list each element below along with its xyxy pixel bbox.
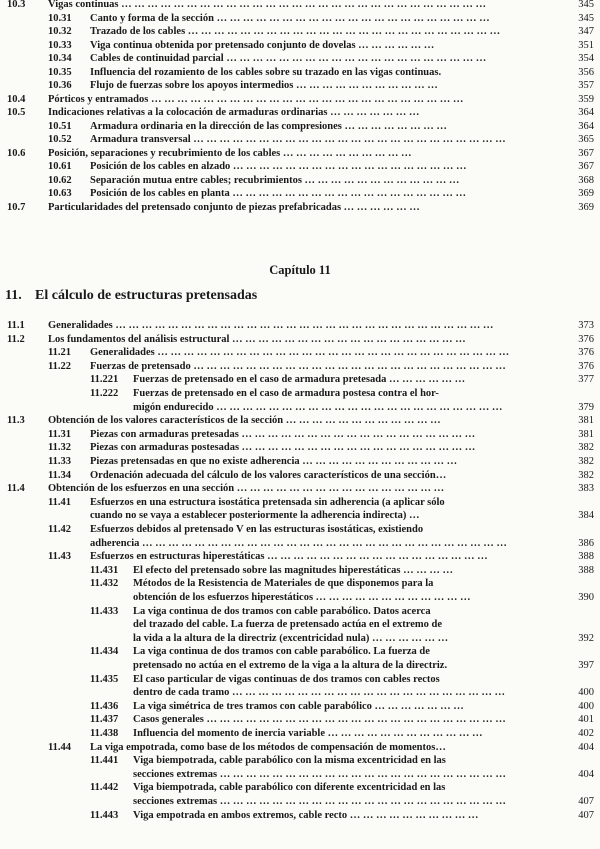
- toc-entry[interactable]: [0, 147, 600, 160]
- toc-entry[interactable]: [0, 509, 600, 522]
- toc-entry-title: migón endurecido … … … … … … … … … … … … … … … … … … … … … …: [133, 401, 503, 413]
- toc-entry-number: 11.434: [90, 646, 119, 658]
- toc-entry-title: Fuerzas de pretensado … … … … … … … … … … … … … … … … … … … … … … … …: [90, 360, 506, 372]
- toc-entry[interactable]: [0, 39, 600, 52]
- toc-entry[interactable]: [0, 713, 600, 726]
- toc-entry-page: 347: [578, 26, 594, 37]
- toc-entry-page: 351: [578, 39, 594, 51]
- toc-entry-number: 11.437: [90, 714, 119, 726]
- toc-entry-page: 382: [578, 442, 594, 454]
- toc-entry[interactable]: [0, 360, 600, 373]
- toc-entry-number: 10.52: [48, 134, 72, 145]
- toc-entry-title: El efecto del pretensado sobre las magnitudes hiperestáticas … … … …: [133, 564, 453, 576]
- toc-entry-title: Influencia del rozamiento de los cables sobre su trazado en las vigas continuas.: [90, 66, 442, 78]
- toc-entry[interactable]: [0, 441, 600, 454]
- toc-entry-number: 11.32: [48, 442, 72, 454]
- toc-entry-title: la vida a la altura de la directriz (excentricidad nula) … … … … … …: [133, 632, 449, 644]
- toc-entry[interactable]: [0, 768, 600, 781]
- toc-entry-page: 392: [578, 632, 594, 644]
- toc-entry-page: 376: [578, 347, 594, 359]
- toc-entry[interactable]: [0, 469, 600, 482]
- toc-entry[interactable]: [0, 0, 600, 11]
- toc-entry-page: 382: [578, 456, 594, 467]
- toc-entry-title: Esfuerzos debidos al pretensado V en las estructuras isostáticas, existiendo: [90, 524, 424, 535]
- toc-entry[interactable]: [0, 537, 600, 550]
- toc-entry-title: secciones extremas … … … … … … … … … … … … … … … … … … … … … …: [133, 796, 506, 807]
- toc-entry-page: 365: [578, 134, 594, 145]
- toc-entry-page: 356: [578, 66, 594, 78]
- toc-entry-number: 11.44: [48, 741, 72, 753]
- toc-entry-title: Métodos de la Resistencia de Materiales de que disponemos para la: [133, 578, 434, 590]
- toc-entry-page: 388: [578, 564, 594, 576]
- toc-entry-number: 10.35: [48, 66, 72, 78]
- toc-entry-number: 11.443: [90, 809, 119, 821]
- toc-entry-page: 345: [578, 0, 594, 10]
- toc-entry-page: 407: [578, 796, 594, 807]
- toc-entry-title: El caso particular de vigas continuas de dos tramos con cables rectos: [133, 673, 440, 685]
- toc-entry-title: Armadura ordinaria en la dirección de las compresiones … … … … … … … …: [90, 120, 447, 132]
- toc-entry[interactable]: [0, 401, 600, 414]
- toc-entry[interactable]: [0, 106, 600, 119]
- toc-entry-title: Piezas con armaduras postesadas … … … … … … … … … … … … … … … … … …: [90, 442, 476, 454]
- toc-entry[interactable]: [0, 319, 600, 332]
- toc-entry-page: 401: [578, 714, 594, 726]
- toc-entry[interactable]: [0, 174, 600, 187]
- toc-entry-page: 354: [578, 53, 594, 64]
- toc-entry-title: Particularidades del pretensado conjunto de piezas prefabricadas … … … … … …: [48, 201, 420, 213]
- toc-entry[interactable]: [0, 795, 600, 808]
- toc-entry[interactable]: [0, 346, 600, 359]
- toc-entry-page: 397: [578, 660, 594, 671]
- toc-entry-page: 390: [578, 592, 594, 603]
- toc-entry[interactable]: [0, 79, 600, 92]
- toc-entry-page: 379: [578, 401, 594, 413]
- toc-entry[interactable]: [0, 577, 600, 590]
- toc-entry[interactable]: [0, 133, 600, 146]
- toc-entry[interactable]: [0, 12, 600, 25]
- toc-entry-number: 11.222: [90, 388, 119, 399]
- toc-entry-number: 11.21: [48, 347, 72, 359]
- toc-entry-title: Fuerzas de pretensado en el caso de armadura postesa contra el hor-: [133, 388, 439, 399]
- toc-entry-page: 402: [578, 728, 594, 739]
- toc-entry[interactable]: [0, 496, 600, 509]
- toc-entry-title: Generalidades … … … … … … … … … … … … … … … … … … … … … … … … … … … … …: [48, 320, 494, 331]
- chapter-title-text: El cálculo de estructuras pretensadas: [35, 288, 258, 303]
- toc-entry-number: 11.4: [7, 483, 25, 495]
- toc-entry-number: 11.1: [7, 320, 25, 331]
- toc-entry[interactable]: [0, 428, 600, 441]
- toc-entry-title: Viga empotrada en ambos extremos, cable recto … … … … … … … … … …: [133, 809, 479, 821]
- toc-entry-title: La viga continua de dos tramos con cable parabólico. La fuerza de: [133, 646, 430, 658]
- toc-entry-title: Posición de los cables en planta … … … … … … … … … … … … … … … … … …: [90, 188, 466, 199]
- toc-entry[interactable]: [0, 120, 600, 133]
- toc-entry-title: Generalidades … … … … … … … … … … … … … … … … … … … … … … … … … … …: [90, 347, 510, 359]
- toc-entry-number: 11.438: [90, 728, 119, 739]
- toc-entry-number: 11.436: [90, 700, 119, 712]
- chapter-number: 11.: [5, 288, 22, 303]
- toc-entry-page: 376: [578, 333, 594, 345]
- toc-entry[interactable]: [0, 482, 600, 495]
- toc-entry-page: 373: [578, 320, 594, 331]
- chapter-label: Capítulo 11: [269, 263, 331, 277]
- toc-entry-number: 11.441: [90, 755, 119, 767]
- toc-entry-page: 404: [578, 768, 594, 780]
- toc-entry-page: 386: [578, 537, 594, 549]
- toc-entry-title: La viga empotrada, como base de los métodos de compensación de momentos…: [90, 741, 446, 753]
- toc-entry-page: 377: [578, 374, 594, 386]
- toc-entry-number: 11.33: [48, 456, 72, 467]
- toc-entry-title: Indicaciones relativas a la colocación de armaduras ordinarias … … … … … … …: [48, 107, 420, 118]
- toc-entry-title: pretensado no actúa en el extremo de la viga a la altura de la directriz.: [133, 660, 448, 671]
- toc-entry-number: 11.433: [90, 605, 119, 617]
- toc-entry-page: 368: [578, 174, 594, 186]
- toc-entry-page: 400: [578, 700, 594, 712]
- toc-entry[interactable]: [0, 645, 600, 658]
- toc-entry-number: 10.36: [48, 80, 72, 91]
- toc-entry[interactable]: [0, 659, 600, 672]
- toc-entry-title: dentro de cada tramo … … … … … … … … … … … … … … … … … … … … …: [133, 687, 505, 699]
- toc-entry[interactable]: [0, 727, 600, 740]
- toc-entry-number: 11.431: [90, 564, 119, 576]
- toc-entry-page: 367: [578, 161, 594, 172]
- toc-entry[interactable]: [0, 564, 600, 577]
- toc-entry[interactable]: [0, 25, 600, 38]
- toc-entry-number: 10.6: [7, 147, 26, 159]
- toc-entry-page: 369: [578, 201, 594, 213]
- toc-entry-number: 11.41: [48, 496, 72, 508]
- toc-entry-title: Piezas pretensadas en que no existe adherencia … … … … … … … … … … … …: [90, 456, 458, 467]
- toc-entry-page: 382: [578, 469, 594, 481]
- toc-entry-number: 10.31: [48, 12, 72, 24]
- toc-entry-title: Ordenación adecuada del cálculo de los valores característicos de una sección…: [90, 469, 447, 481]
- toc-entry-title: Flujo de fuerzas sobre los apoyos intermedios … … … … … … … … … … …: [90, 80, 438, 91]
- toc-entry[interactable]: [0, 373, 600, 386]
- toc-entry[interactable]: [0, 201, 600, 214]
- toc-entry-page: 381: [578, 415, 594, 427]
- toc-entry-number: 11.3: [7, 415, 25, 427]
- toc-entry-page: 404: [578, 741, 594, 753]
- chapter-title: [5, 288, 257, 304]
- toc-entry[interactable]: [0, 618, 600, 631]
- toc-entry-number: 10.32: [48, 26, 72, 37]
- toc-entry-number: 10.5: [7, 107, 26, 118]
- toc-entry-number: 11.34: [48, 469, 72, 481]
- toc-entry-page: 407: [578, 809, 594, 821]
- toc-entry[interactable]: [0, 781, 600, 794]
- toc-entry-title: Esfuerzos en estructuras hiperestáticas … … … … … … … … … … … … … … … … …: [90, 551, 488, 563]
- toc-entry-title: Trazado de los cables … … … … … … … … … … … … … … … … … … … … … … … …: [90, 26, 501, 37]
- toc-entry-page: 376: [578, 360, 594, 372]
- toc-entry[interactable]: [0, 93, 600, 106]
- toc-entry[interactable]: [0, 754, 600, 767]
- toc-entry-page: 364: [578, 120, 594, 132]
- toc-entry-number: 10.51: [48, 120, 72, 132]
- toc-entry-page: 359: [578, 93, 594, 105]
- toc-entry-page: 345: [578, 12, 594, 24]
- toc-entry[interactable]: [0, 700, 600, 713]
- toc-entry-title: del trazado del cable. La fuerza de pretensado actúa en el extremo de: [133, 619, 443, 631]
- toc-entry-title: Piezas con armaduras pretesadas … … … … … … … … … … … … … … … … … …: [90, 428, 476, 440]
- toc-entry-title: Vigas continuas … … … … … … … … … … … … … … … … … … … … … … … … … … … …: [48, 0, 487, 10]
- toc-entry-title: Fuerzas de pretensado en el caso de armadura pretesada … … … … … …: [133, 374, 466, 386]
- toc-entry[interactable]: [0, 455, 600, 468]
- toc-entry-number: 10.7: [7, 201, 26, 213]
- toc-entry-title: Viga biempotrada, cable parabólico con la misma excentricidad en las: [133, 755, 446, 767]
- toc-entry-title: Posición, separaciones y recubrimiento de los cables … … … … … … … … … …: [48, 147, 412, 159]
- toc-entry[interactable]: [0, 333, 600, 346]
- toc-entry[interactable]: [0, 591, 600, 604]
- toc-entry-page: 369: [578, 188, 594, 199]
- toc-entry-title: obtención de los esfuerzos hiperestáticos … … … … … … … … … … … …: [133, 592, 471, 603]
- toc-entry-title: Obtención de los valores característicos de la sección … … … … … … … … … … … …: [48, 415, 441, 427]
- toc-entry-title: Esfuerzos en una estructura isostática pretensada sin adherencia (a aplicar sólo: [90, 496, 445, 508]
- toc-entry-page: 357: [578, 80, 594, 91]
- toc-entry[interactable]: [0, 52, 600, 65]
- toc-entry-number: 10.4: [7, 93, 26, 105]
- toc-entry-title: Armadura transversal … … … … … … … … … … … … … … … … … … … … … … … …: [90, 134, 506, 145]
- toc-entry[interactable]: [0, 632, 600, 645]
- toc-entry-number: 10.61: [48, 161, 72, 172]
- toc-entry-number: 11.43: [48, 551, 72, 563]
- toc-entry-title: Los fundamentos del análisis estructural … … … … … … … … … … … … … … … … … …: [48, 333, 466, 345]
- toc-entry-title: adherencia … … … … … … … … … … … … … … … … … … … … … … … … … … … …: [90, 537, 507, 549]
- toc-entry-number: 10.3: [7, 0, 26, 10]
- toc-entry-page: 383: [578, 483, 594, 495]
- toc-entry-title: secciones extremas … … … … … … … … … … … … … … … … … … … … … …: [133, 768, 506, 780]
- toc-entry-number: 10.33: [48, 39, 72, 51]
- toc-entry-page: 367: [578, 147, 594, 159]
- toc-entry-title: Viga biempotrada, cable parabólico con diferente excentricidad en las: [133, 782, 446, 794]
- toc-entry-number: 10.63: [48, 188, 72, 199]
- toc-entry-title: La viga continua de dos tramos con cable parabólico. Datos acerca: [133, 605, 431, 617]
- toc-entry[interactable]: [0, 66, 600, 79]
- toc-entry[interactable]: [0, 741, 600, 754]
- toc-entry-title: Cables de continuidad parcial … … … … … … … … … … … … … … … … … … … …: [90, 53, 487, 64]
- toc-entry[interactable]: [0, 809, 600, 822]
- toc-entry-number: 10.34: [48, 53, 72, 64]
- toc-entry[interactable]: [0, 550, 600, 563]
- toc-entry-number: 11.435: [90, 673, 119, 685]
- toc-entry[interactable]: [0, 160, 600, 173]
- toc-entry-title: Pórticos y entramados … … … … … … … … … … … … … … … … … … … … … … … …: [48, 93, 464, 105]
- toc-entry[interactable]: [0, 605, 600, 618]
- toc-entry-number: 11.221: [90, 374, 119, 386]
- toc-entry[interactable]: [0, 387, 600, 400]
- toc-entry-title: Casos generales … … … … … … … … … … … … … … … … … … … … … … …: [133, 714, 506, 726]
- toc-entry-number: 10.62: [48, 174, 72, 186]
- toc-entry-page: 364: [578, 107, 594, 118]
- toc-entry-number: 11.22: [48, 360, 72, 372]
- toc-entry-page: 384: [578, 510, 594, 522]
- toc-entry-page: 400: [578, 687, 594, 699]
- toc-entry-title: Obtención de los esfuerzos en una sección … … … … … … … … … … … … … … … …: [48, 483, 445, 495]
- toc-entry[interactable]: [0, 686, 600, 699]
- toc-entry-number: 11.42: [48, 524, 72, 535]
- toc-entry-number: 11.31: [48, 428, 72, 440]
- toc-entry-title: Separación mutua entre cables; recubrimientos … … … … … … … … … … … …: [90, 174, 460, 186]
- toc-entry-title: Viga continua obtenida por pretensado conjunto de dovelas … … … … … …: [90, 39, 435, 51]
- toc-entry-page: 388: [578, 551, 594, 563]
- toc-entry[interactable]: [0, 187, 600, 200]
- toc-entry-page: 381: [578, 428, 594, 440]
- toc-entry-number: 11.432: [90, 578, 119, 590]
- toc-entry-title: Influencia del momento de inercia variable … … … … … … … … … … … …: [133, 728, 483, 739]
- toc-entry-number: 11.442: [90, 782, 119, 794]
- toc-entry[interactable]: [0, 414, 600, 427]
- toc-entry-title: La viga simétrica de tres tramos con cable parabólico … … … … … … …: [133, 700, 464, 712]
- toc-entry-title: cuando no se vaya a establecer posteriormente la adherencia indirecta) …: [90, 510, 420, 522]
- toc-entry-number: 11.2: [7, 333, 25, 345]
- toc-entry[interactable]: [0, 673, 600, 686]
- toc-entry-title: Posición de los cables en alzado … … … … … … … … … … … … … … … … … …: [90, 161, 467, 172]
- toc-entry[interactable]: [0, 523, 600, 536]
- toc-entry-title: Canto y forma de la sección … … … … … … … … … … … … … … … … … … … … …: [90, 12, 490, 24]
